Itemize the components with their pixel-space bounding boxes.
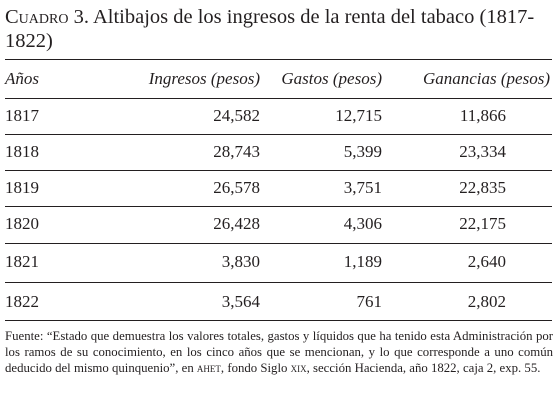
income-cell: 26,578 [213,178,260,197]
row-rule [5,170,552,171]
row-rule [5,243,552,244]
expenses-cell: 1,189 [343,252,382,271]
header-rule [5,98,552,99]
profits-cell: 23,334 [459,142,506,161]
year-cell: 1818 [5,142,39,161]
expenses-cell: 5,399 [343,142,382,161]
century-numeral: xix [290,361,307,376]
profits-cell: 22,835 [459,178,506,197]
profits-cell: 2,640 [467,252,506,271]
bottom-rule [5,320,552,321]
expenses-cell: 12,715 [335,106,382,125]
year-cell: 1820 [5,214,39,233]
expenses-cell: 3,751 [343,178,382,197]
header-income: Ingresos (pesos) [148,69,260,88]
row-rule [5,134,552,135]
profits-cell: 22,175 [459,214,506,233]
table-title [5,5,545,53]
source-text: Fuente: “Estado que demuestra los valores totales, gastos y líquidos que ha tenido esta Administración por los ramos de su conocimiento, en los cinco años que se mencionan, y lo que corresponde a uno común deducido del mismo quinquenio”, en [5,329,553,376]
year-cell: 1821 [5,252,39,271]
profits-cell: 11,866 [459,106,506,125]
income-cell: 28,743 [213,142,260,161]
year-cell: 1822 [5,292,39,311]
archive-abbreviation: ahet [196,361,221,376]
source-note [5,328,553,377]
year-cell: 1819 [5,178,39,197]
income-cell: 24,582 [213,106,260,125]
year-cell: 1817 [5,106,39,125]
source-text-end: , sección Hacienda, año 1822, caja 2, exp. 55. [306,361,541,376]
table-title-text: Altibajos de los ingresos de la renta del tabaco (1817-1822) [5,6,535,52]
income-cell: 3,564 [221,292,260,311]
row-rule [5,282,552,283]
profits-cell: 2,802 [467,292,506,311]
header-profits: Ganancias (pesos) [422,69,550,88]
income-cell: 3,830 [221,252,260,271]
row-rule [5,206,552,207]
expenses-cell: 761 [356,292,382,311]
income-cell: 26,428 [213,214,260,233]
table-number-label: Cuadro 3. [5,6,89,28]
header-expenses: Gastos (pesos) [281,69,382,88]
header-years: Años [5,69,39,88]
top-rule [5,59,552,60]
expenses-cell: 4,306 [343,214,382,233]
source-text-middle: , fondo Siglo [220,361,288,376]
